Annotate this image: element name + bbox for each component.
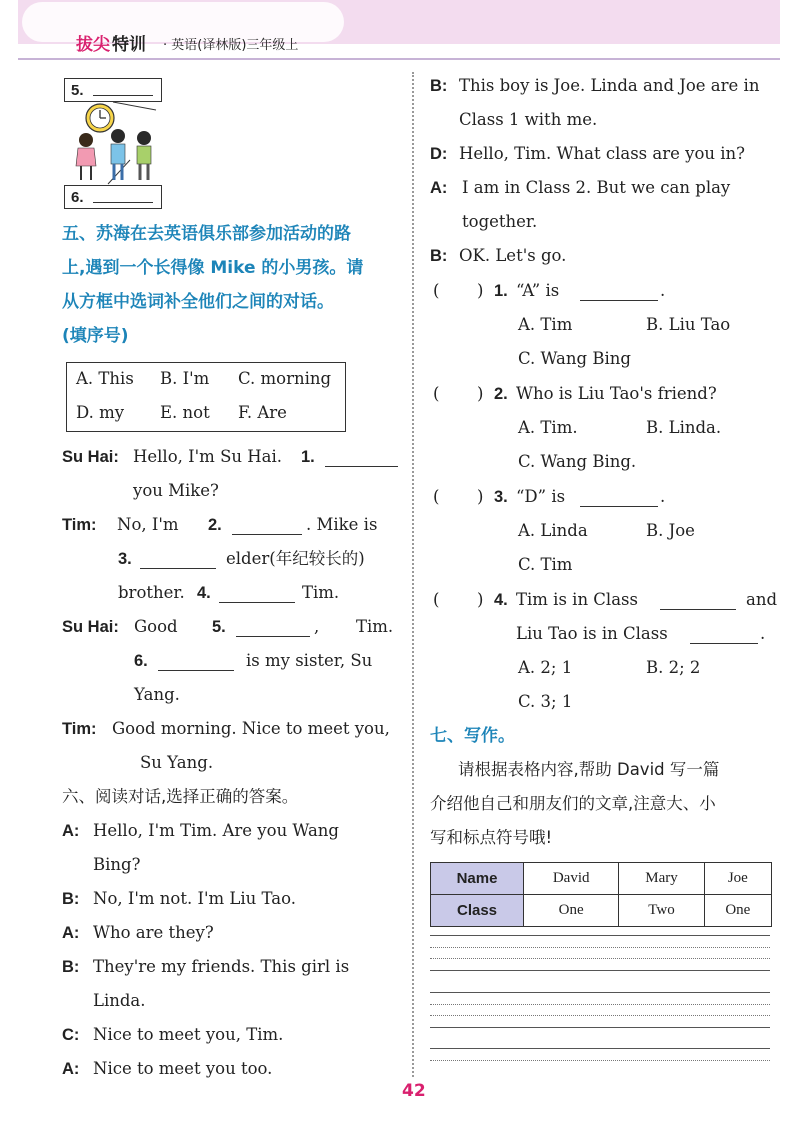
choice-a[interactable]: A. Linda: [518, 521, 588, 540]
dialogue-text: Good morning. Nice to meet you,: [112, 719, 390, 738]
answer-paren-open: (: [433, 281, 440, 300]
speaker: Su Hai:: [62, 618, 119, 636]
option-a: A. This: [76, 369, 134, 388]
answer-box-label: 6.: [71, 189, 84, 206]
dialogue-text: . Mike is: [306, 515, 378, 534]
section-5-title: 上,遇到一个长得像 Mike 的小男孩。请: [62, 258, 364, 278]
dialogue-text: Class 1 with me.: [459, 110, 598, 129]
answer-blank-1[interactable]: [325, 452, 398, 467]
writing-line[interactable]: [430, 1048, 770, 1049]
dialogue-text: is my sister, Su: [246, 651, 373, 670]
answer-blank-4[interactable]: [219, 588, 295, 603]
choice-b[interactable]: B. Joe: [646, 521, 695, 540]
question-blank[interactable]: [690, 629, 758, 644]
question-text: Tim is in Class: [516, 590, 638, 609]
brand-logo: 拔尖: [76, 35, 110, 55]
writing-line[interactable]: [430, 1060, 770, 1061]
choice-a[interactable]: A. Tim: [518, 315, 573, 334]
question-text: “D” is: [516, 487, 566, 506]
speaker: A:: [62, 1060, 80, 1078]
question-text: and: [746, 590, 778, 609]
girl-figure: [76, 133, 96, 180]
answer-blank-5[interactable]: [236, 622, 310, 637]
boy-figure: [111, 129, 125, 180]
dialogue-text: No, I'm not. I'm Liu Tao.: [93, 889, 296, 908]
speaker: B:: [62, 958, 80, 976]
header-rule: [18, 58, 780, 60]
dialogue-text: This boy is Joe. Linda and Joe are in: [459, 76, 760, 95]
brand-logo-suffix: 特训: [112, 35, 146, 55]
speaker: Su Hai:: [62, 448, 119, 466]
table-cell: David: [524, 863, 619, 895]
boy-figure: [137, 131, 151, 180]
writing-line[interactable]: [430, 992, 770, 993]
clock-icon: [86, 104, 114, 132]
answer-slot-q3[interactable]: [445, 486, 475, 506]
table-cell: Two: [619, 895, 704, 927]
writing-line[interactable]: [430, 958, 770, 959]
question-number: 3.: [494, 488, 508, 506]
question-text: .: [760, 624, 766, 643]
answer-box-6: [64, 185, 162, 209]
writing-line[interactable]: [430, 935, 770, 936]
table-row: [431, 863, 772, 895]
dialogue-text: No, I'm: [117, 515, 179, 534]
dialogue-text: Nice to meet you, Tim.: [93, 1025, 284, 1044]
question-blank[interactable]: [580, 492, 658, 507]
dialogue-text: Hello, Tim. What class are you in?: [459, 144, 745, 163]
blank-number: 4.: [197, 584, 211, 602]
section-6-title: 六、阅读对话,选择正确的答案。: [62, 787, 299, 806]
answer-box-label: 5.: [71, 82, 84, 99]
table-row: [431, 895, 772, 927]
writing-line[interactable]: [430, 1027, 770, 1028]
answer-slot-q4[interactable]: [445, 589, 475, 609]
section-5-title: 从方框中选词补全他们之间的对话。: [62, 292, 334, 312]
choice-c[interactable]: C. Tim: [518, 555, 573, 574]
dialogue-text: I am in Class 2. But we can play: [462, 178, 731, 197]
choice-b[interactable]: B. Linda.: [646, 418, 722, 437]
question-text: .: [660, 281, 666, 300]
page-number: 42: [402, 1081, 426, 1101]
answer-blank-6[interactable]: [158, 656, 234, 671]
choice-b[interactable]: B. 2; 2: [646, 658, 701, 677]
dialogue-text: together.: [462, 212, 538, 231]
section-5-title: (填序号): [62, 326, 129, 346]
choice-c[interactable]: C. 3; 1: [518, 692, 573, 711]
answer-paren-close: ): [477, 384, 484, 403]
dialogue-text: Su Yang.: [140, 753, 214, 772]
dialogue-text: They're my friends. This girl is: [93, 957, 350, 976]
writing-line[interactable]: [430, 947, 770, 948]
answer-paren-open: (: [433, 590, 440, 609]
table-header-cell: Class: [431, 895, 524, 927]
dialogue-text: Linda.: [93, 991, 146, 1010]
answer-paren-close: ): [477, 487, 484, 506]
writing-instructions: 介绍他自己和朋友们的文章,注意大、小: [430, 794, 716, 813]
answer-slot-q2[interactable]: [445, 383, 475, 403]
question-number: 1.: [494, 282, 508, 300]
question-blank[interactable]: [580, 286, 658, 301]
question-text: Who is Liu Tao's friend?: [516, 384, 717, 403]
answer-paren-open: (: [433, 487, 440, 506]
dialogue-text: ,: [314, 617, 320, 636]
answer-blank-3[interactable]: [140, 554, 216, 569]
question-text: “A” is: [516, 281, 560, 300]
question-blank[interactable]: [660, 595, 736, 610]
dialogue-text: brother.: [118, 583, 185, 602]
kids-clock-illustration: [68, 98, 178, 188]
table-cell: One: [524, 895, 619, 927]
column-divider: [412, 72, 414, 1077]
answer-paren-open: (: [433, 384, 440, 403]
choice-b[interactable]: B. Liu Tao: [646, 315, 731, 334]
writing-instructions: 请根据表格内容,帮助 David 写一篇: [458, 760, 720, 779]
writing-line[interactable]: [430, 1015, 770, 1016]
answer-blank[interactable]: [93, 202, 153, 203]
answer-blank[interactable]: [93, 95, 153, 96]
speaker: Tim:: [62, 516, 97, 534]
question-number: 2.: [494, 385, 508, 403]
speaker: B:: [430, 247, 448, 265]
choice-a[interactable]: A. 2; 1: [518, 658, 573, 677]
speaker: A:: [62, 924, 80, 942]
blank-number: 6.: [134, 652, 148, 670]
blank-number: 2.: [208, 516, 222, 534]
dialogue-text: Hello, I'm Su Hai.: [133, 447, 282, 466]
choice-a[interactable]: A. Tim.: [518, 418, 578, 437]
section-5-title: 五、苏海在去英语俱乐部参加活动的路: [62, 224, 351, 244]
answer-blank-2[interactable]: [232, 520, 302, 535]
option-c: C. morning: [238, 369, 332, 388]
blank-number: 5.: [212, 618, 226, 636]
speaker: C:: [62, 1026, 80, 1044]
choice-c[interactable]: C. Wang Bing.: [518, 452, 637, 471]
dialogue-text: elder(年纪较长的): [226, 549, 365, 568]
speaker: Tim:: [62, 720, 97, 738]
speaker: D:: [430, 145, 448, 163]
answer-paren-close: ): [477, 590, 484, 609]
writing-line[interactable]: [430, 970, 770, 971]
speaker: B:: [62, 890, 80, 908]
dialogue-text: you Mike?: [133, 481, 219, 500]
blank-number: 3.: [118, 550, 132, 568]
option-e: E. not: [160, 403, 210, 422]
dialogue-text: Tim.: [302, 583, 340, 602]
table-cell: Mary: [619, 863, 704, 895]
dialogue-text: Yang.: [134, 685, 180, 704]
dialogue-text: OK. Let's go.: [459, 246, 567, 265]
dialogue-text: Good: [134, 617, 178, 636]
speaker: B:: [430, 77, 448, 95]
book-subtitle: · 英语(译林版)三年级上: [163, 38, 299, 53]
table-cell: One: [704, 895, 771, 927]
question-text: .: [660, 487, 666, 506]
option-b: B. I'm: [160, 369, 210, 388]
dialogue-text: Hello, I'm Tim. Are you Wang: [93, 821, 339, 840]
choice-c[interactable]: C. Wang Bing: [518, 349, 631, 368]
speaker: A:: [430, 179, 448, 197]
option-d: D. my: [76, 403, 125, 422]
table-cell: Joe: [704, 863, 771, 895]
writing-instructions: 写和标点符号哦!: [430, 828, 553, 847]
speaker: A:: [62, 822, 80, 840]
answer-slot-q1[interactable]: [445, 280, 475, 300]
table-header-cell: Name: [431, 863, 524, 895]
section-7-title: 七、写作。: [430, 726, 515, 746]
dialogue-text: Tim.: [356, 617, 394, 636]
dialogue-text: Nice to meet you too.: [93, 1059, 273, 1078]
question-text: Liu Tao is in Class: [516, 624, 668, 643]
option-f: F. Are: [238, 403, 287, 422]
writing-line[interactable]: [430, 1004, 770, 1005]
blank-number: 1.: [301, 448, 315, 466]
info-table: [430, 862, 772, 927]
answer-paren-close: ): [477, 281, 484, 300]
dialogue-text: Bing?: [93, 855, 141, 874]
dialogue-text: Who are they?: [93, 923, 214, 942]
question-number: 4.: [494, 591, 508, 609]
